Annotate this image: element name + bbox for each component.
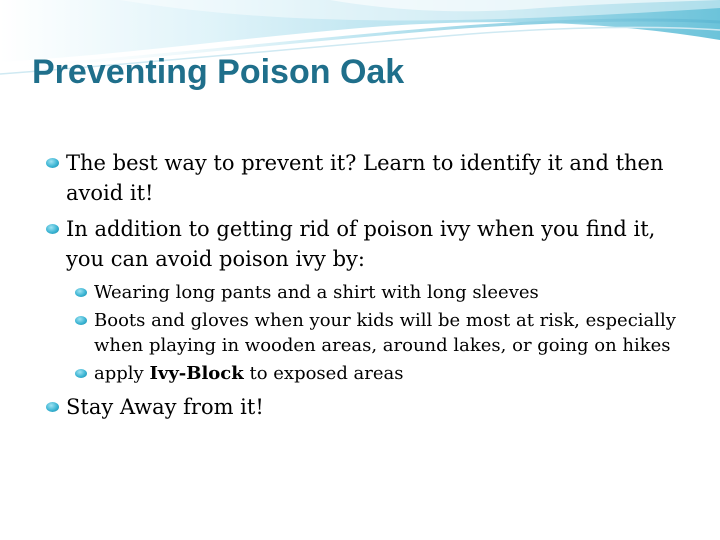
- product-name: Ivy-Block: [149, 363, 244, 384]
- sub-bullet-text: Wearing long pants and a shirt with long sleeves: [94, 282, 539, 303]
- bullet-text: Stay Away from it!: [66, 395, 264, 419]
- sub-bullet-item: [72, 280, 684, 305]
- sub-bullet-suffix: to exposed areas: [243, 363, 404, 384]
- bullet-item: [44, 392, 684, 422]
- bullet-dot-icon: [46, 402, 59, 412]
- sub-bullet-item: [72, 361, 684, 386]
- sub-bullet-text: Boots and gloves when your kids will be most at risk, especially when playing in wooden areas, around lakes, or going on hikes: [94, 310, 676, 356]
- bullet-dot-icon: [46, 224, 59, 234]
- sub-bullet-prefix: apply: [94, 363, 150, 384]
- sub-bullet-item: [72, 308, 684, 358]
- slide-title: Preventing Poison Oak: [32, 53, 405, 91]
- bullet-dot-icon: [75, 369, 87, 378]
- bullet-item: [44, 214, 684, 274]
- bullet-dot-icon: [75, 288, 87, 297]
- sub-bullet-list: [72, 280, 684, 386]
- bullet-text: In addition to getting rid of poison ivy when you find it, you can avoid poison ivy by:: [66, 217, 656, 271]
- bullet-list: [44, 148, 684, 422]
- bullet-item: [44, 148, 684, 208]
- bullet-dot-icon: [75, 316, 87, 325]
- bullet-text: The best way to prevent it? Learn to identify it and then avoid it!: [66, 151, 664, 205]
- bullet-dot-icon: [46, 158, 59, 168]
